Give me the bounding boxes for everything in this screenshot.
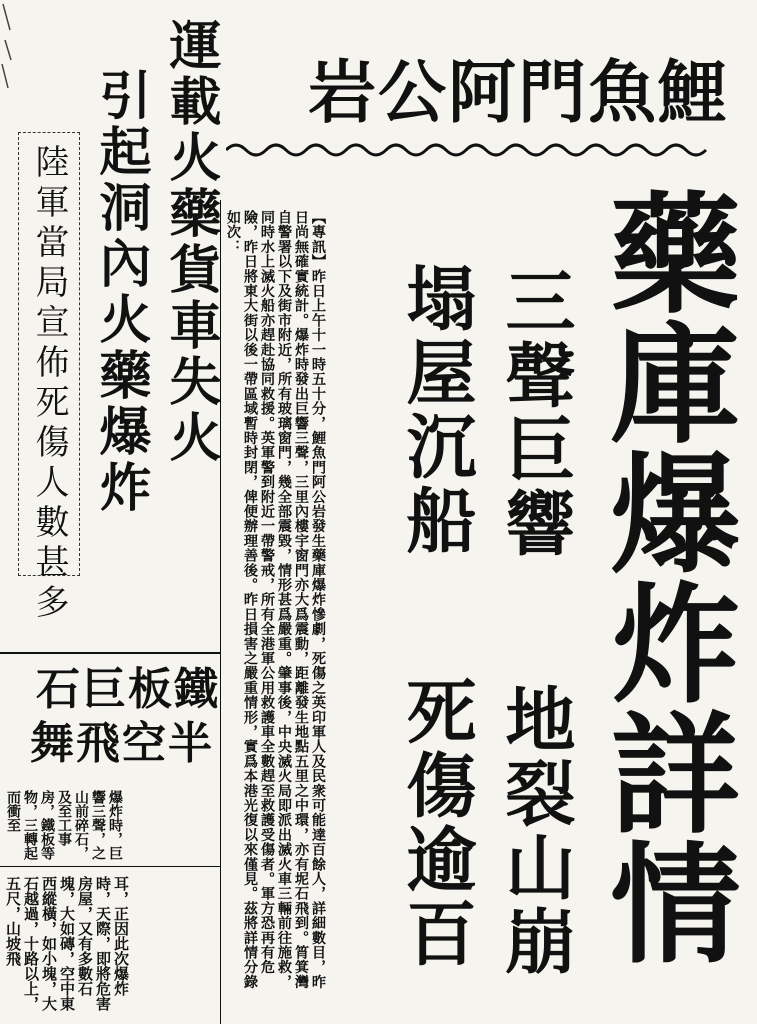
lower-title-1: 鐵板巨石: [36, 664, 220, 715]
sub-title-casualties: 死傷逾百: [395, 675, 477, 971]
lower-body-1: 爆炸時，巨響三聲，之山前碎石，及至工事房，鐵板等物，三轉起而衝至: [5, 790, 123, 860]
column-rule: [220, 200, 221, 1024]
headline-wavy-rule: [226, 140, 716, 160]
headline: 鯉魚門阿公岩: [307, 54, 728, 133]
page-edge-marks: [0, 0, 14, 90]
side-title-cave-explosion: 引起洞內火藥爆炸: [90, 68, 150, 516]
lower-body-2: 耳，正因此次爆炸時，天際，即將危害房屋，又有多數石塊，大如磚，空中東西縱橫，如小塊，大石越過，十路以上，五尺，山坡飛: [4, 876, 130, 1011]
boxed-note: 陸軍當局宣佈死傷人數甚多: [29, 144, 69, 624]
sub-title-three-blasts: 三聲巨響: [494, 265, 576, 561]
section-rule-2: [0, 866, 220, 867]
article-body: 【專訊】昨日上午十一時五十分，鯉魚門阿公岩發生藥庫爆炸慘劇，死傷之英印軍人及民衆可能達百餘人，詳細數目，昨日尚無確實統計。爆炸時發出巨響三聲，三里內樓宇窗門亦大爲震動，距離發生地點五里之中環，亦有坭石飛到。筲箕灣自警署以下及街市附近，所有玻璃窗門，幾全部震毀，情形甚爲嚴重。肇事後，中央滅火局即派出滅火車三輛前往施救，同時水上滅火船亦趕赴協同救援。英軍警到附近一帶警戒，所有全港軍公用救護車全數趕至救護受傷者。軍方恐再有危險，昨日將東大街以後一帶區域暫時封閉，俾便辦理善後。昨日損害之嚴重情形，實爲本港光復以來僅見。茲將詳情分錄如次：: [225, 210, 326, 990]
side-title-truck-fire: 運載火藥貨車失火: [160, 18, 220, 466]
sub-title-landslide: 地裂山崩: [494, 683, 576, 979]
main-title: 藥庫爆炸詳情: [589, 186, 741, 966]
section-rule: [0, 652, 220, 654]
sub-title-collapse: 塌屋沉船: [395, 262, 477, 558]
lower-title-2: 半空飛舞: [30, 718, 214, 769]
